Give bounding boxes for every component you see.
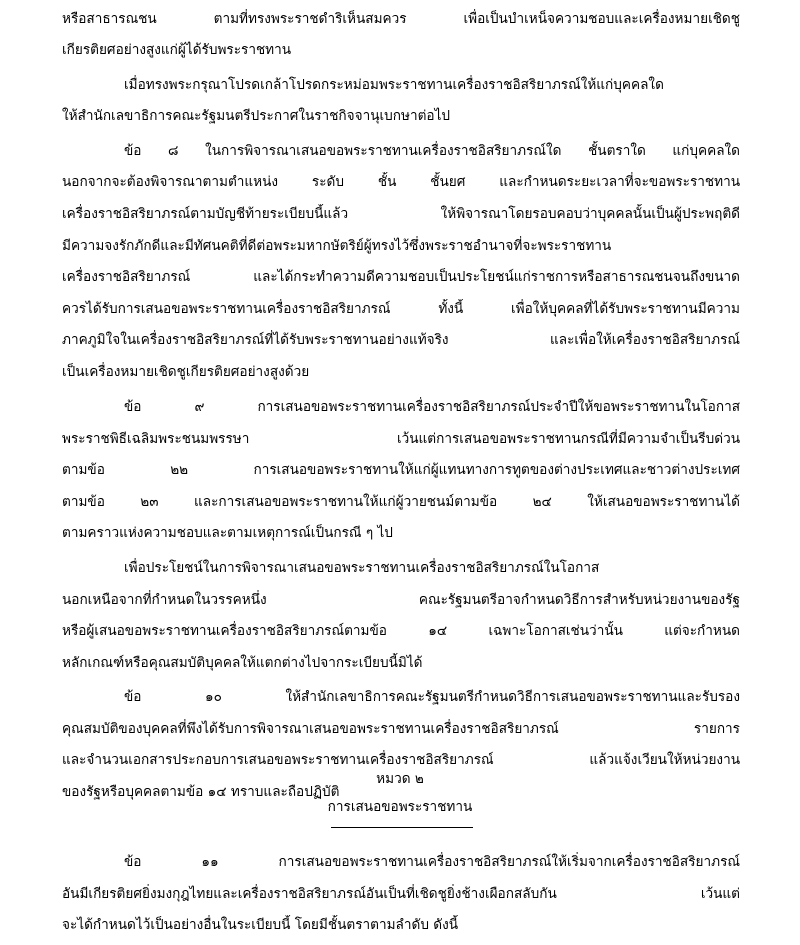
- text-line: ตามข้อ ๒๓ และการเสนอขอพระราชทานให้แก่ผู้วายชนม์ตามข้อ ๒๔ ให้เสนอขอพระราชทานได้: [62, 494, 740, 510]
- text-line: ควรได้รับการเสนอขอพระราชทานเครื่องราชอิสริยาภรณ์ ทั้งนี้ เพื่อให้บุคคลที่ได้รับพระราชทานมีความ: [62, 301, 740, 317]
- clause-8-line: ข้อ ๘ ในการพิจารณาเสนอขอพระราชทานเครื่องราชอิสริยาภรณ์ใด ชั้นตราใด แก่บุคคลใด: [124, 143, 740, 159]
- text-line: หลักเกณฑ์หรือคุณสมบัติบุคคลให้แตกต่างไปจากระเบียบนี้มิได้: [62, 655, 423, 671]
- text-line: นอกจากจะต้องพิจารณาตามตำแหน่ง ระดับ ชั้น ชั้นยศ และกำหนดระยะเวลาที่จะขอพระราชทาน: [62, 174, 740, 190]
- text-line: จะได้กำหนดไว้เป็นอย่างอื่นในระเบียบนี้ โดยมีชั้นตราตามลำดับ ดังนี้: [62, 917, 459, 933]
- text-line: พระราชพิธีเฉลิมพระชนมพรรษา เว้นแต่การเสนอขอพระราชทานกรณีที่มีความจำเป็นรีบด่วน: [62, 431, 740, 447]
- text-line: นอกเหนือจากที่กำหนดในวรรคหนึ่ง คณะรัฐมนตรีอาจกำหนดวิธีการสำหรับหน่วยงานของรัฐ: [62, 592, 740, 608]
- text-line: เครื่องราชอิสริยาภรณ์ และได้กระทำความดีความชอบเป็นประโยชน์แก่ราชการหรือสาธารณชนจนถึงขนาด: [62, 269, 740, 285]
- text-line: เกียรติยศอย่างสูงแก่ผู้ได้รับพระราชทาน: [62, 42, 292, 58]
- text-line: ของรัฐหรือบุคคลตามข้อ ๑๔ ทราบและถือปฏิบัติ: [62, 784, 340, 800]
- chapter-number: หมวด ๒: [376, 771, 424, 787]
- chapter-title: การเสนอขอพระราชทาน: [327, 799, 473, 815]
- text-line: อันมีเกียรติยศยิ่งมงกุฎไทยและเครื่องราชอิสริยาภรณ์อันเป็นที่เชิดชูยิ่งช้างเผือกสลับกัน เว้นแต่: [62, 886, 740, 902]
- text-line: หรือสาธารณชน ตามที่ทรงพระราชดำริเห็นสมควร เพื่อเป็นบำเหน็จความชอบและเครื่องหมายเชิดชู: [62, 11, 740, 27]
- text-line: เครื่องราชอิสริยาภรณ์ตามบัญชีท้ายระเบียบนี้แล้ว ให้พิจารณาโดยรอบคอบว่าบุคคลนั้นเป็นผู้ประพฤติดี: [62, 206, 740, 222]
- text-line: ให้สำนักเลขาธิการคณะรัฐมนตรีประกาศในราชกิจจานุเบกษาต่อไป: [62, 108, 451, 124]
- text-line: คุณสมบัติของบุคคลที่พึงได้รับการพิจารณาเสนอขอพระราชทานเครื่องราชอิสริยาภรณ์ รายการ: [62, 721, 740, 737]
- text-line: และจำนวนเอกสารประกอบการเสนอขอพระราชทานเครื่องราชอิสริยาภรณ์ แล้วแจ้งเวียนให้หน่วยงาน: [62, 752, 740, 768]
- chapter-divider: [331, 827, 473, 828]
- text-line: หรือผู้เสนอขอพระราชทานเครื่องราชอิสริยาภรณ์ตามข้อ ๑๔ เฉพาะโอกาสเช่นว่านั้น แต่จะกำหนด: [62, 623, 740, 639]
- text-line: เป็นเครื่องหมายเชิดชูเกียรติยศอย่างสูงด้วย: [62, 364, 310, 380]
- text-line: ตามคราวแห่งความชอบและตามเหตุการณ์เป็นกรณี ๆ ไป: [62, 525, 393, 541]
- clause-11-line: ข้อ ๑๑ การเสนอขอพระราชทานเครื่องราชอิสริยาภรณ์ให้เริ่มจากเครื่องราชอิสริยาภรณ์: [124, 854, 740, 870]
- clause-9-line: ข้อ ๙ การเสนอขอพระราชทานเครื่องราชอิสริยาภรณ์ประจำปีให้ขอพระราชทานในโอกาส: [124, 399, 740, 415]
- clause-10-line: ข้อ ๑๐ ให้สำนักเลขาธิการคณะรัฐมนตรีกำหนดวิธีการเสนอขอพระราชทานและรับรอง: [124, 689, 740, 705]
- text-line: มีความจงรักภักดีและมีทัศนคติที่ดีต่อพระมหากษัตริย์ผู้ทรงไว้ซึ่งพระราชอำนาจที่จะพระราชทาน: [62, 238, 612, 254]
- text-line: เพื่อประโยชน์ในการพิจารณาเสนอขอพระราชทานเครื่องราชอิสริยาภรณ์ในโอกาส: [124, 560, 600, 576]
- text-line: ภาคภูมิใจในเครื่องราชอิสริยาภรณ์ที่ได้รับพระราชทานอย่างแท้จริง และเพื่อให้เครื่องราชอิสริยาภรณ์: [62, 332, 740, 348]
- text-line: ตามข้อ ๒๒ การเสนอขอพระราชทานให้แก่ผู้แทนทางการทูตของต่างประเทศและชาวต่างประเทศ: [62, 462, 740, 478]
- text-line: เมื่อทรงพระกรุณาโปรดเกล้าโปรดกระหม่อมพระราชทานเครื่องราชอิสริยาภรณ์ให้แก่บุคคลใด: [124, 77, 664, 93]
